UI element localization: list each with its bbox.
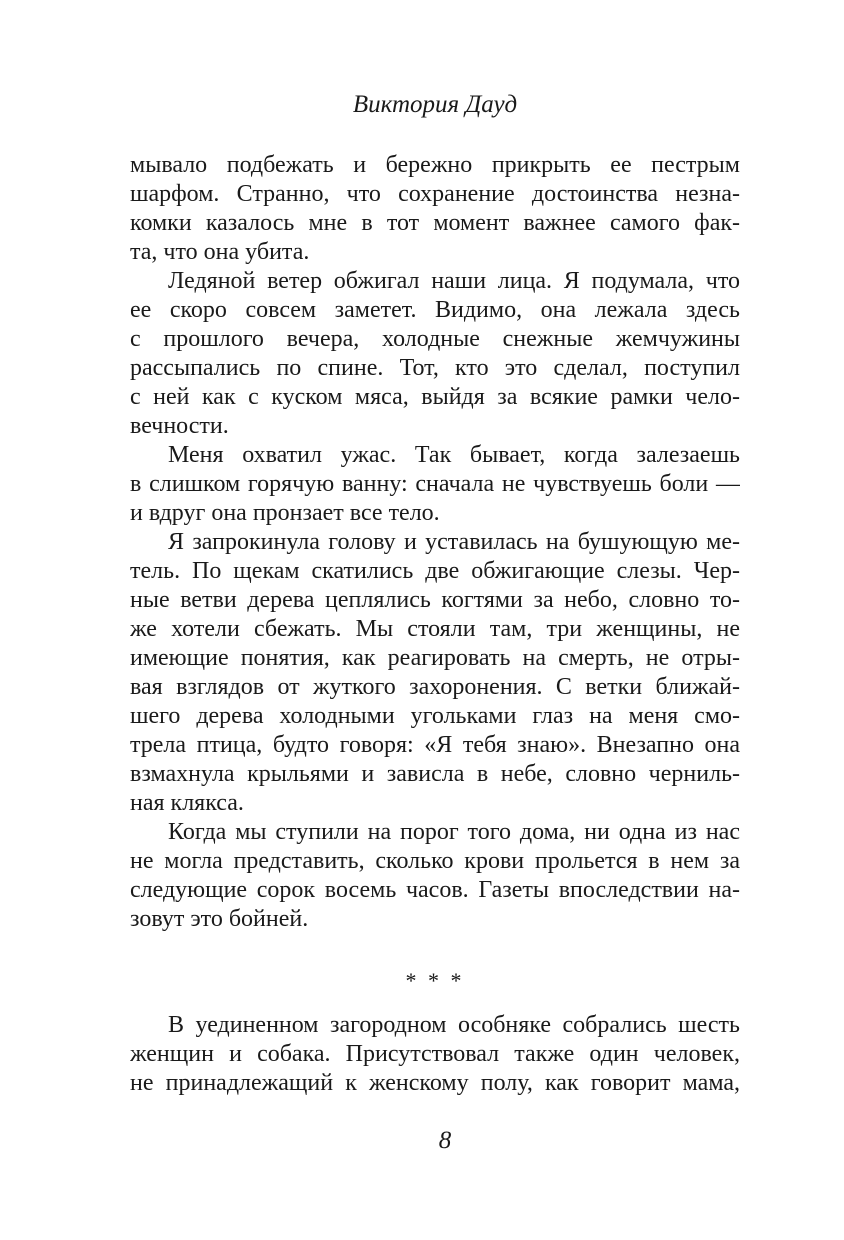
text-line: следующие сорок восемь часов. Газеты впоследствии на-: [130, 877, 740, 903]
paragraph: [130, 1011, 740, 1098]
text-line: в слишком горячую ванну: сначала не чувствуешь боли —: [130, 471, 740, 497]
paragraph: [130, 441, 740, 528]
text-line: та, что она убита.: [130, 239, 310, 265]
text-line: тель. По щекам скатились две обжигающие слезы. Чер-: [130, 558, 740, 584]
text-line: женщин и собака. Присутствовал также один человек,: [130, 1041, 740, 1067]
running-header-author: Виктория Дауд: [352, 91, 518, 118]
text-line: имеющие понятия, как реагировать на смерть, не отры-: [130, 645, 740, 671]
text-line: зовут это бойней.: [130, 906, 309, 932]
text-line: шего дерева холодными угольками глаз на меня смо-: [130, 703, 740, 729]
paragraph: [130, 151, 740, 267]
text-line: В уединенном загородном особняке собрались шесть: [168, 1012, 740, 1038]
text-line: не могла представить, сколько крови прольется в нем за: [130, 848, 740, 874]
text-line: вечности.: [130, 413, 229, 439]
text-line: шарфом. Странно, что сохранение достоинства незна-: [130, 181, 740, 207]
text-line: не принадлежащий к женскому полу, как говорит мама,: [130, 1070, 740, 1096]
text-line: рассыпались по спине. Тот, кто это сделал, поступил: [130, 355, 740, 381]
text-line: ные ветви дерева цеплялись когтями за небо, словно то-: [130, 587, 740, 613]
text-line: вая взглядов от жуткого захоронения. С ветки ближай-: [130, 674, 740, 700]
text-line: и вдруг она пронзает все тело.: [130, 500, 440, 526]
text-line: трела птица, будто говоря: «Я тебя знаю». Внезапно она: [130, 732, 740, 758]
text-block-after-separator: [130, 1011, 740, 1098]
text-line: комки казалось мне в тот момент важнее самого фак-: [130, 210, 740, 236]
text-block-before-separator: [130, 151, 740, 934]
text-line: ее скоро совсем заметет. Видимо, она лежала здесь: [130, 297, 740, 323]
section-separator: * * *: [405, 968, 465, 993]
text-line: Я запрокинула голову и уставилась на бушующую ме-: [168, 529, 740, 555]
text-line: с прошлого вечера, холодные снежные жемчужины: [130, 326, 740, 352]
paragraph: [130, 818, 740, 934]
paragraph: [130, 528, 740, 818]
text-line: Меня охватил ужас. Так бывает, когда залезаешь: [168, 442, 740, 468]
text-line: взмахнула крыльями и зависла в небе, словно черниль-: [130, 761, 740, 787]
text-line: с ней как с куском мяса, выйдя за всякие рамки чело-: [130, 384, 740, 410]
text-line: же хотели сбежать. Мы стояли там, три женщины, не: [130, 616, 740, 642]
text-line: Ледяной ветер обжигал наши лица. Я подумала, что: [168, 268, 740, 294]
text-line: ная клякса.: [130, 790, 244, 816]
page-number: 8: [438, 1127, 452, 1154]
paragraph: [130, 267, 740, 441]
text-line: Когда мы ступили на порог того дома, ни одна из нас: [168, 819, 740, 845]
text-line: мывало подбежать и бережно прикрыть ее пестрым: [130, 152, 740, 178]
